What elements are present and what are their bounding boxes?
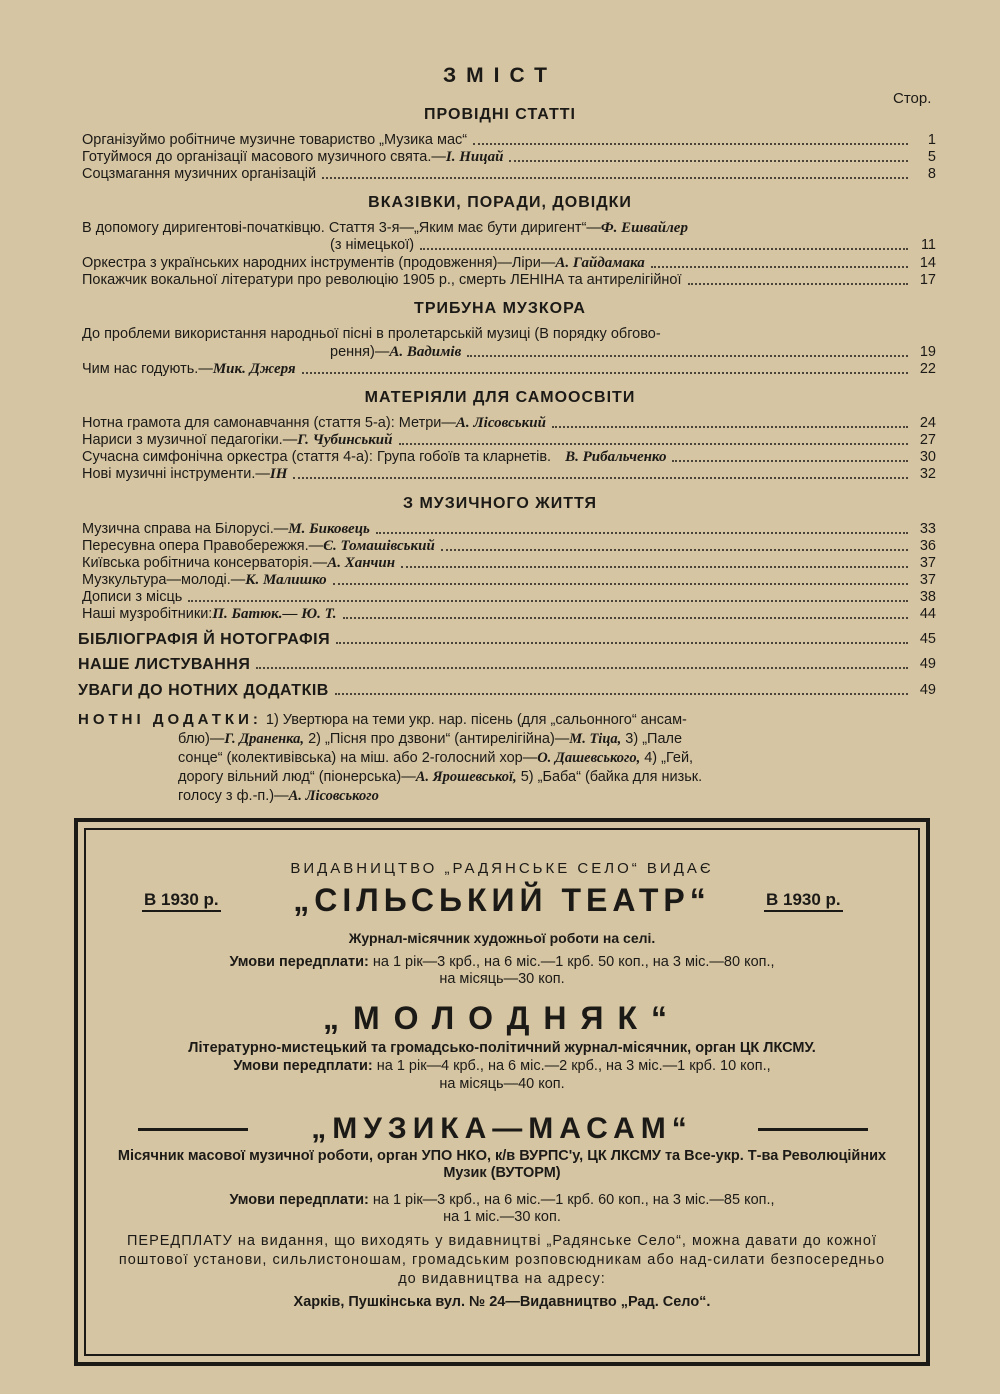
- toc-entry-author: А. Ханчин: [327, 555, 396, 571]
- toc-entry-title: Музична справа на Білорусі.—: [82, 521, 289, 537]
- leader-dots: [441, 549, 908, 551]
- toc-entry-author: Ф. Ешвайлер: [600, 220, 688, 236]
- subscription-terms-cont: на 1 міс.—30 коп.: [443, 1209, 561, 1225]
- notes-author: М. Тіца,: [569, 731, 622, 747]
- toc-entry-author: П. Батюк.— Ю. Т.: [212, 606, 337, 622]
- toc-entry: [82, 448, 936, 466]
- toc-entry-title: (з німецької): [330, 237, 415, 253]
- toc-entry-page: 11: [920, 237, 936, 253]
- toc-entry-author: А. Гайдамака: [555, 255, 645, 271]
- magazine-subtitle: Журнал-місячник художньої роботи на селі.: [348, 930, 656, 946]
- section-heading: З МУЗИЧНОГО ЖИТТЯ: [402, 495, 598, 512]
- toc-entry: [82, 325, 936, 343]
- toc-entry-title: Дописи з місць: [82, 589, 183, 605]
- toc-entry-title: Нотна грамота для самонавчання (стаття 5-а): Метри—: [82, 415, 456, 431]
- toc-entry-continuation: [330, 343, 936, 361]
- page-column-header: Стор.: [893, 90, 932, 107]
- toc-entry-title: В допомогу диригентові-початківцю. Стаття 3-я—„Яким має бути диригент“—: [82, 220, 601, 236]
- toc-entry: [82, 554, 936, 572]
- notes-text: 3) „Пале: [621, 731, 683, 747]
- leader-dots: [401, 566, 908, 568]
- subscription-terms: [86, 1058, 918, 1075]
- toc-entry-title: Організуймо робітниче музичне товариство „Музика мас“: [82, 132, 468, 148]
- toc-entry-page: 37: [919, 572, 936, 588]
- leader-dots: [509, 160, 908, 162]
- magazine-title-molodniak: „МОЛОДНЯК“: [322, 1000, 682, 1036]
- advertisement-inner-frame: [84, 828, 920, 1356]
- notes-text: 4) „Гей,: [640, 750, 694, 766]
- leader-dots: [473, 143, 908, 145]
- toc-entry-author: Є. Томашівський: [323, 538, 435, 554]
- notes-text: блю)—: [178, 731, 225, 747]
- contents-title: ЗМІСТ: [443, 64, 557, 87]
- toc-entry-page: 33: [919, 521, 936, 537]
- toc-entry: [82, 414, 936, 432]
- toc-entry-title: рення)—: [330, 344, 390, 360]
- leader-dots: [688, 283, 908, 285]
- toc-entry: [82, 271, 936, 289]
- toc-entry-page: 30: [919, 449, 936, 465]
- publisher-line: ВИДАВНИЦТВО „РАДЯНСЬКЕ СЕЛО“ ВИДАЄ: [290, 860, 714, 877]
- terms-label: Умови передплати:: [229, 1192, 369, 1208]
- notes-author: А. Ярошевської,: [415, 769, 517, 785]
- notes-author: Г. Драненка,: [224, 731, 305, 747]
- leader-dots: [188, 600, 908, 602]
- toc-entry: [78, 681, 936, 699]
- toc-entry-page: 17: [919, 272, 936, 288]
- toc-section-title: УВАГИ ДО НОТНИХ ДОДАТКІВ: [78, 682, 329, 699]
- toc-entry-author: А. Вадимів: [389, 344, 462, 360]
- terms-text: на 1 рік—3 крб., на 6 міс.—1 крб. 60 коп., на 3 міс.—85 коп.,: [368, 1192, 775, 1208]
- toc-entry-title: Київська робітнича консерваторія.—: [82, 555, 328, 571]
- notes-text: 1) Увертюра на теми укр. нар. пісень (для „сальонного“ ансам-: [261, 712, 687, 728]
- magazine-subtitle: Місячник масової музичної роботи, орган УПО НКО, к/в ВУРПС'у, ЦК ЛКСМУ та Все-укр. Т-ва Революційних Музик (ВУТОРМ): [117, 1148, 887, 1181]
- toc-entry-page: 44: [919, 606, 936, 622]
- leader-dots: [552, 426, 908, 428]
- section-heading: МАТЕРІЯЛИ ДЛЯ САМООСВІТИ: [364, 389, 636, 406]
- toc-entry-title: До проблеми використання народньої пісні в пролетарській музиці (В порядку обгово-: [82, 326, 661, 342]
- subscription-terms-cont: на місяць—40 коп.: [439, 1076, 565, 1092]
- toc-entry-page: 27: [919, 432, 936, 448]
- notes-label: НОТНІ ДОДАТКИ:: [78, 711, 262, 728]
- subscription-terms: [86, 954, 918, 971]
- leader-dots: [293, 477, 908, 479]
- section-heading: ВКАЗІВКИ, ПОРАДИ, ДОВІДКИ: [368, 194, 632, 211]
- toc-entry-page: 24: [919, 415, 936, 431]
- leader-dots: [376, 532, 908, 534]
- toc-entry-page: 8: [927, 166, 936, 182]
- notes-text: сонце“ (колективівська) на міш. або 2-голосний хор—: [178, 750, 538, 766]
- toc-section-title: НАШЕ ЛИСТУВАННЯ: [78, 656, 251, 673]
- toc-entry-page: 49: [919, 656, 936, 672]
- notes-line: [78, 710, 878, 730]
- toc-entry-title: Пересувна опера Правобережжя.—: [82, 538, 324, 554]
- toc-entry-author: Г. Чубинський: [297, 432, 393, 448]
- terms-label: Умови передплати:: [229, 954, 369, 970]
- section-heading: ТРИБУНА МУЗКОРА: [414, 300, 586, 317]
- toc-entry-page: 5: [927, 149, 936, 165]
- toc-entry-page: 38: [919, 589, 936, 605]
- notes-text: дорогу вільний люд“ (піонерська)—: [178, 769, 416, 785]
- toc-entry-title: Музкультура—молоді.—: [82, 572, 246, 588]
- toc-entry: [78, 655, 936, 673]
- leader-dots: [420, 248, 908, 250]
- leader-dots: [672, 460, 908, 462]
- notes-text: 5) „Баба“ (байка для низьк.: [516, 769, 703, 785]
- toc-entry-title: Нові музичні інструменти.—: [82, 466, 270, 482]
- toc-entry: [82, 254, 936, 272]
- notes-author: А. Лісовського: [288, 788, 379, 804]
- terms-text: на 1 рік—4 крб., на 6 міс.—2 крб., на 3 міс.—1 крб. 10 коп.,: [372, 1058, 771, 1074]
- terms-text: на 1 рік—3 крб., на 6 міс.—1 крб. 50 коп., на 3 міс.—80 коп.,: [368, 954, 775, 970]
- decorative-rule: [758, 1128, 868, 1131]
- toc-entry-author: І. Ницай: [445, 149, 504, 165]
- toc-entry-author: А. Лісовський: [455, 415, 546, 431]
- leader-dots: [343, 617, 908, 619]
- toc-entry-page: 36: [919, 538, 936, 554]
- year-left: В 1930 р.: [142, 890, 221, 912]
- toc-entry: [82, 148, 936, 166]
- subscription-terms: [86, 1192, 918, 1209]
- toc-entry: [82, 165, 936, 183]
- toc-entry-page: 22: [919, 361, 936, 377]
- leader-dots: [399, 443, 909, 445]
- toc-entry: [82, 431, 936, 449]
- toc-entry-page: 1: [927, 132, 936, 148]
- toc-entry-author: К. Малишко: [245, 572, 327, 588]
- toc-entry: [82, 605, 936, 623]
- notes-line: [78, 768, 878, 787]
- toc-entry-title: Сучасна симфонічна оркестра (стаття 4-а): Група гобоїв та кларнетів.: [82, 449, 552, 465]
- toc-entry: [82, 537, 936, 555]
- toc-entry: [82, 465, 936, 483]
- toc-entry-title: Наші музробітники:: [82, 606, 213, 622]
- toc-entry-title: Нариси з музичної педагогіки.—: [82, 432, 298, 448]
- toc-entry-author: М. Биковець: [288, 521, 370, 537]
- magazine-title-silskyi-teatr: „СІЛЬСЬКИЙ ТЕАТР“: [293, 882, 711, 918]
- toc-entry: [82, 571, 936, 589]
- leader-dots: [336, 642, 908, 644]
- toc-entry-title: Чим нас годують.—: [82, 361, 213, 377]
- toc-entry-author: Мик. Джеря: [212, 361, 296, 377]
- terms-label: Умови передплати:: [233, 1058, 373, 1074]
- notes-text: 2) „Пісня про дзвони“ (антирелігійна)—: [304, 731, 570, 747]
- toc-entry: [82, 520, 936, 538]
- toc-entry-continuation: [330, 236, 936, 254]
- toc-entry-page: 37: [919, 555, 936, 571]
- toc-entry-page: 45: [919, 631, 936, 647]
- music-supplements: [78, 710, 878, 806]
- toc-entry: [82, 360, 936, 378]
- magazine-subtitle: Літературно-мистецький та громадсько-політичний журнал-місячник, орган ЦК ЛКСМУ.: [188, 1040, 816, 1056]
- magazine-title-muzyka-masam: „МУЗИКА—МАСАМ“: [311, 1112, 693, 1145]
- publisher-address: Харків, Пушкінська вул. № 24—Видавництво „Рад. Село“.: [293, 1294, 711, 1310]
- notes-text: голосу з ф.-п.)—: [178, 788, 289, 804]
- toc-entry: [78, 630, 936, 648]
- subscription-terms-cont: на місяць—30 коп.: [439, 971, 565, 987]
- notes-line: [78, 749, 878, 768]
- toc-entry-page: 32: [919, 466, 936, 482]
- leader-dots: [651, 266, 908, 268]
- toc-entry-title: Оркестра з українських народних інструментів (продовження)—Ліри—: [82, 255, 556, 271]
- leader-dots: [333, 583, 908, 585]
- leader-dots: [335, 693, 908, 695]
- toc-entry-author: ІН: [269, 466, 288, 482]
- toc-entry-page: 14: [919, 255, 936, 271]
- toc-entry-title: Покажчик вокальної літератури про революцію 1905 р., смерть ЛЕНІНА та антирелігійної: [82, 272, 682, 288]
- toc-entry-title: Соцзмагання музичних організацій: [82, 166, 317, 182]
- toc-section-title: БІБЛІОГРАФІЯ Й НОТОГРАФІЯ: [78, 631, 331, 648]
- notes-line: [78, 787, 878, 806]
- year-right: В 1930 р.: [764, 890, 843, 912]
- toc-entry-page: 19: [919, 344, 936, 360]
- subscription-info: ПЕРЕДПЛАТУ на видання, що виходять у видавництві „Радянське Село“, можна давати до кожної поштової установи, сильлистоношам, громадським розповсюдникам або над-силати безпосередньо до видавництва на адресу:: [118, 1233, 886, 1287]
- leader-dots: [322, 177, 908, 179]
- leader-dots: [302, 372, 908, 374]
- toc-entry-title: Готуймося до організації масового музичного свята.—: [82, 149, 446, 165]
- toc-entry: [82, 588, 936, 606]
- section-heading: ПРОВІДНІ СТАТТІ: [424, 106, 576, 123]
- leader-dots: [467, 355, 908, 357]
- toc-entry-author: В. Рибальченко: [565, 449, 667, 465]
- toc-entry-page: 49: [919, 682, 936, 698]
- advertisement-box: [74, 818, 930, 1366]
- toc-entry: [82, 131, 936, 149]
- leader-dots: [256, 667, 908, 669]
- notes-line: [78, 730, 878, 749]
- notes-author: О. Дашевського,: [537, 750, 641, 766]
- toc-entry: [82, 219, 936, 237]
